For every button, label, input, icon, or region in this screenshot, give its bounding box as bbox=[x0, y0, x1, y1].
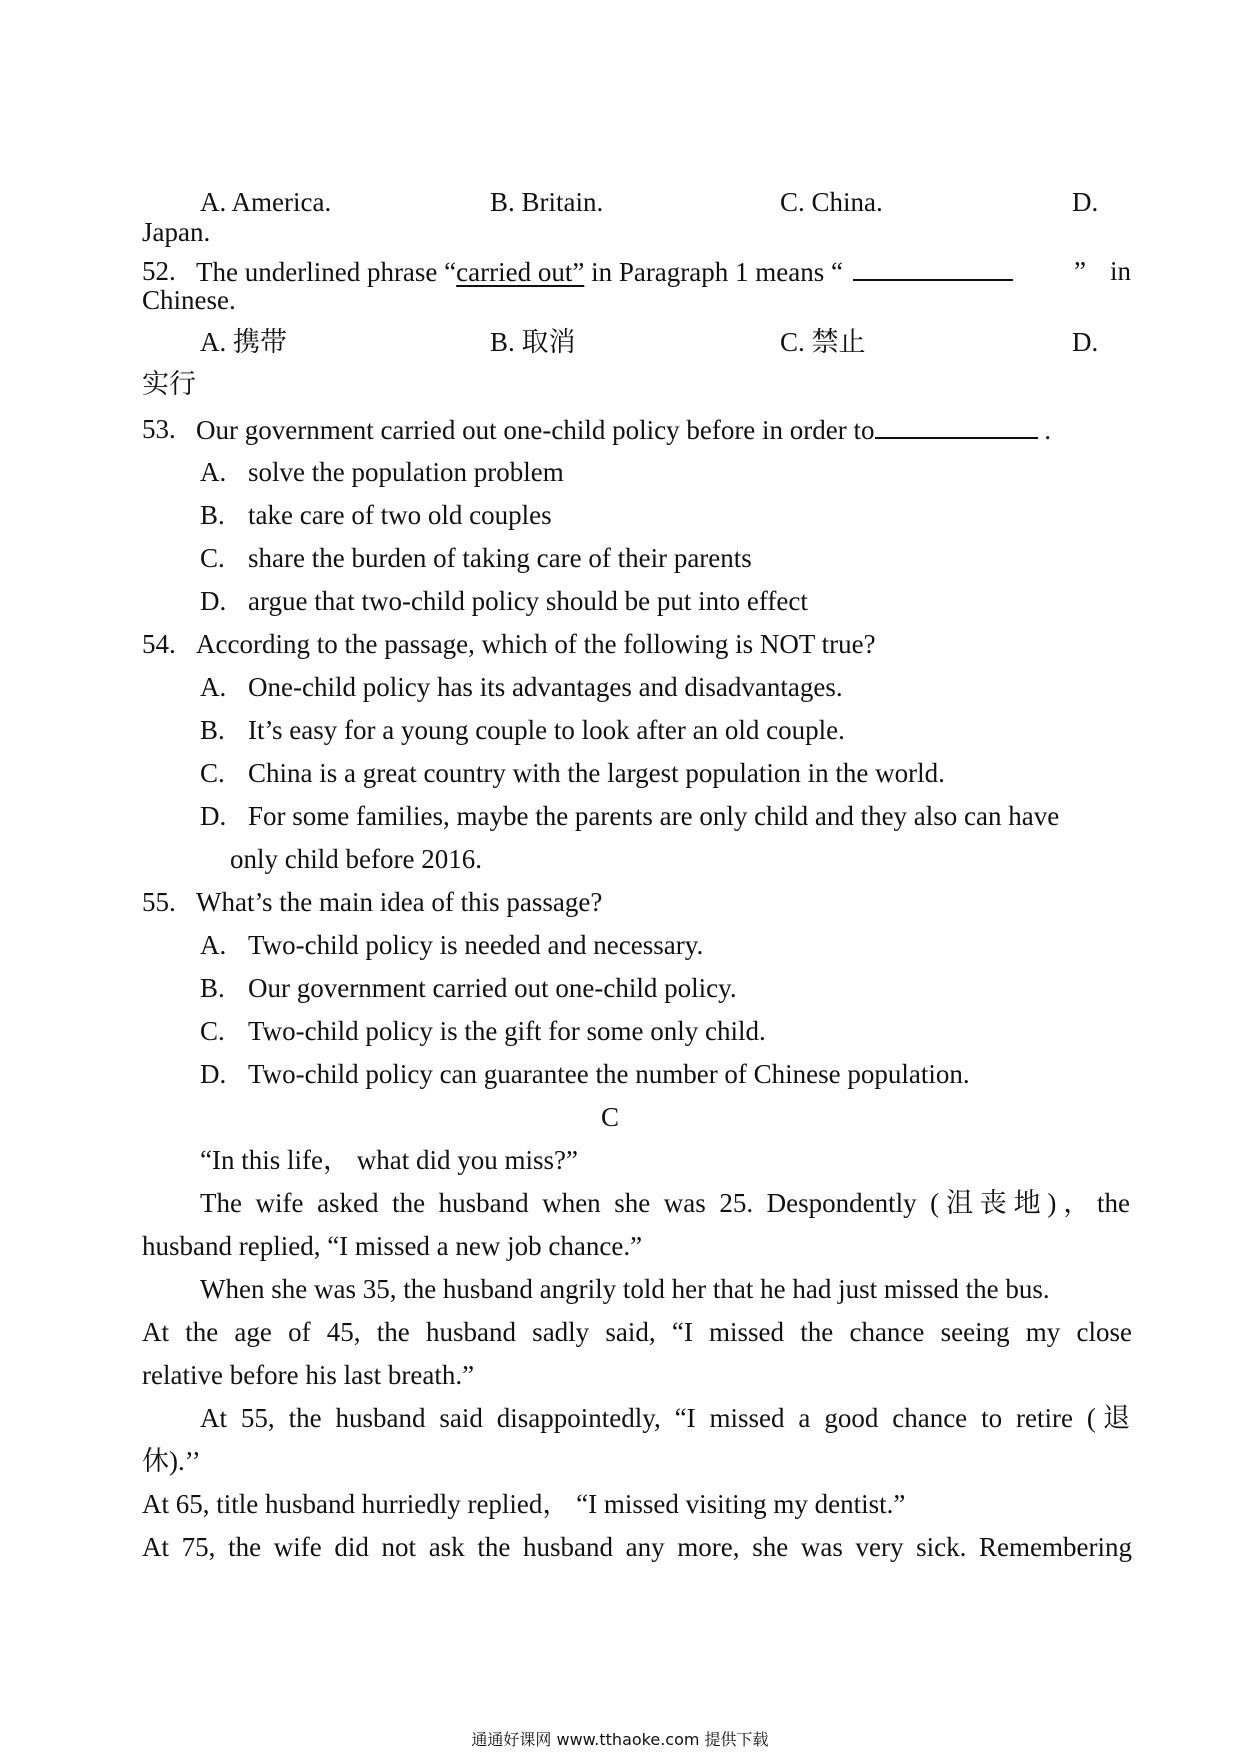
q52-in-word: in bbox=[1110, 256, 1132, 286]
q55-option-d-letter: D. bbox=[200, 1059, 227, 1089]
q53-option-b-letter: B. bbox=[200, 500, 225, 530]
q55-number: 55. bbox=[142, 887, 176, 917]
q54-option-c-letter: C. bbox=[200, 758, 225, 788]
q55-option-c-letter: C. bbox=[200, 1016, 225, 1046]
q52-answer-blank bbox=[853, 255, 1013, 281]
q53-option-c-text: share the burden of taking care of their parents bbox=[248, 543, 752, 573]
q55-option-a-text: Two-child policy is needed and necessary. bbox=[248, 930, 704, 960]
q55-option-d-text: Two-child policy can guarantee the number of Chinese population. bbox=[248, 1059, 970, 1089]
q52-stem-mid: in Paragraph 1 means “ bbox=[584, 257, 843, 287]
q55-option-a-letter: A. bbox=[200, 930, 227, 960]
q54-option-a-text: One-child policy has its advantages and disadvantages. bbox=[248, 672, 843, 702]
q54-option-d-text: For some families, maybe the parents are only child and they also can have bbox=[248, 801, 1060, 831]
q54-option-d-continuation: only child before 2016. bbox=[230, 844, 482, 874]
passage-line: At 75, the wife did not ask the husband any more, she was very sick. Remembering bbox=[142, 1532, 1132, 1562]
q53-option-d-text: argue that two-child policy should be put into effect bbox=[248, 586, 808, 616]
q54-stem-text: According to the passage, which of the following is NOT true? bbox=[196, 629, 876, 659]
passage-line: When she was 35, the husband angrily told her that he had just missed the bus. bbox=[200, 1274, 1050, 1304]
q51-option-c: C. China. bbox=[780, 187, 883, 217]
q52-option-b: B. 取消 bbox=[490, 327, 576, 357]
section-heading: C bbox=[600, 1102, 619, 1132]
passage-line: husband replied, “I missed a new job chance.” bbox=[142, 1231, 643, 1261]
passage-line: At 65, title husband hurriedly replied， “I missed visiting my dentist.” bbox=[142, 1489, 906, 1519]
q52-number: 52. bbox=[142, 256, 176, 286]
q53-answer-blank bbox=[875, 413, 1038, 439]
q53-option-b-text: take care of two old couples bbox=[248, 500, 552, 530]
q54-option-b-letter: B. bbox=[200, 715, 225, 745]
q54-option-b-text: It’s easy for a young couple to look after an old couple. bbox=[248, 715, 845, 745]
q53-stem-body: Our government carried out one-child policy before in order to bbox=[196, 415, 875, 445]
q52-option-a: A. 携带 bbox=[200, 327, 287, 357]
q51-option-d-text: Japan. bbox=[142, 217, 211, 247]
q54-option-d-letter: D. bbox=[200, 801, 227, 831]
q52-underlined-phrase: carried out” bbox=[456, 257, 585, 287]
passage-line: 休).’’ bbox=[142, 1446, 201, 1476]
q53-option-c-letter: C. bbox=[200, 543, 225, 573]
q53-stem-end: . bbox=[1044, 415, 1052, 445]
q53-option-a-letter: A. bbox=[200, 457, 227, 487]
q53-number: 53. bbox=[142, 414, 176, 444]
q54-number: 54. bbox=[142, 629, 176, 659]
q55-stem-text: What’s the main idea of this passage? bbox=[196, 887, 603, 917]
q52-stem-pre: The underlined phrase “ bbox=[196, 257, 457, 287]
passage-line: At the age of 45, the husband sadly said, “I missed the chance seeing my close bbox=[142, 1317, 1132, 1347]
q52-stem-line2: Chinese. bbox=[142, 285, 236, 315]
q53-stem-text bbox=[196, 413, 1051, 446]
q52-close-quote: ” bbox=[1074, 256, 1086, 286]
q51-option-d-letter: D. bbox=[1072, 187, 1099, 217]
passage-line: The wife asked the husband when she was 25. Despondently (沮丧地)，the bbox=[200, 1188, 1130, 1218]
q55-option-b-text: Our government carried out one-child policy. bbox=[248, 973, 737, 1003]
q55-option-b-letter: B. bbox=[200, 973, 225, 1003]
q53-option-a-text: solve the population problem bbox=[248, 457, 564, 487]
passage-line: At 55, the husband said disappointedly, “I missed a good chance to retire (退 bbox=[200, 1403, 1130, 1433]
passage-line: relative before his last breath.” bbox=[142, 1360, 475, 1390]
q51-option-b: B. Britain. bbox=[490, 187, 604, 217]
q52-option-d-text: 实行 bbox=[142, 369, 196, 399]
q54-option-c-text: China is a great country with the largest population in the world. bbox=[248, 758, 945, 788]
q51-option-a: A. America. bbox=[200, 187, 332, 217]
q52-option-c: C. 禁止 bbox=[780, 327, 866, 357]
q54-option-a-letter: A. bbox=[200, 672, 227, 702]
q52-option-d-letter: D. bbox=[1072, 327, 1099, 357]
q55-option-c-text: Two-child policy is the gift for some only child. bbox=[248, 1016, 766, 1046]
passage-line: “In this life， what did you miss?” bbox=[200, 1145, 578, 1175]
q53-option-d-letter: D. bbox=[200, 586, 227, 616]
footer-source-note: 通通好课网 www.tthaoke.com 提供下载 bbox=[471, 1730, 769, 1749]
